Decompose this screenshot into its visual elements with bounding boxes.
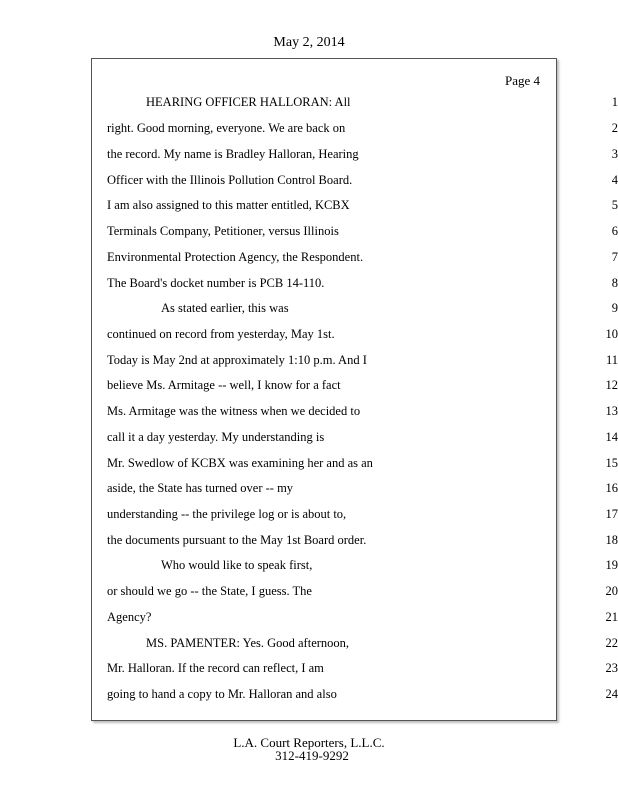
line-number: 19 <box>605 558 618 572</box>
transcript-line: call it a day yesterday. My understanding is <box>107 430 325 444</box>
transcript-line: continued on record from yesterday, May 1st. <box>107 327 335 341</box>
transcript-line: Officer with the Illinois Pollution Control Board. <box>107 173 353 187</box>
transcript-line: Agency? <box>107 610 152 624</box>
transcript-line: Today is May 2nd at approximately 1:10 p.m. And I <box>107 353 367 367</box>
transcript-line: Who would like to speak first, <box>161 558 313 572</box>
line-number: 12 <box>605 378 618 392</box>
transcript-line: right. Good morning, everyone. We are back on <box>107 121 346 135</box>
line-number: 5 <box>611 198 618 212</box>
transcript-line: The Board's docket number is PCB 14-110. <box>107 276 325 290</box>
transcript-line: HEARING OFFICER HALLORAN: All <box>146 95 351 109</box>
line-number: 7 <box>611 250 618 264</box>
line-number: 13 <box>605 404 618 418</box>
transcript-line: Mr. Halloran. If the record can reflect, I am <box>107 661 324 675</box>
transcript-line: Environmental Protection Agency, the Respondent. <box>107 250 364 264</box>
line-number: 6 <box>611 224 618 238</box>
line-number: 20 <box>605 584 618 598</box>
transcript-line: Terminals Company, Petitioner, versus Illinois <box>107 224 339 238</box>
transcript-line: I am also assigned to this matter entitled, KCBX <box>107 198 350 212</box>
line-number: 10 <box>605 327 618 341</box>
page-number: Page 4 <box>504 73 540 88</box>
transcript-line: Mr. Swedlow of KCBX was examining her and as an <box>107 456 373 470</box>
transcript-line: the documents pursuant to the May 1st Board order. <box>107 533 367 547</box>
line-number: 4 <box>611 173 618 187</box>
transcript-line: aside, the State has turned over -- my <box>107 481 294 495</box>
line-number: 16 <box>605 481 618 495</box>
line-number: 11 <box>605 353 618 367</box>
line-number: 8 <box>611 276 618 290</box>
footer-phone: 312-419-9292 <box>275 748 349 763</box>
line-number: 24 <box>605 687 618 701</box>
transcript-line: Ms. Armitage was the witness when we decided to <box>107 404 361 418</box>
transcript-line: believe Ms. Armitage -- well, I know for a fact <box>107 378 341 392</box>
line-number: 17 <box>605 507 618 521</box>
line-number: 1 <box>611 95 618 109</box>
transcript-line: the record. My name is Bradley Halloran, Hearing <box>107 147 359 161</box>
transcript-line: going to hand a copy to Mr. Halloran and also <box>107 687 337 701</box>
line-number: 3 <box>611 147 618 161</box>
line-number: 18 <box>605 533 618 547</box>
line-number: 21 <box>605 610 618 624</box>
line-number: 22 <box>605 636 618 650</box>
transcript-line: As stated earlier, this was <box>161 301 289 315</box>
footer-company: L.A. Court Reporters, L.L.C. <box>233 735 385 750</box>
header-date: May 2, 2014 <box>273 35 345 50</box>
line-number: 2 <box>611 121 618 135</box>
line-number: 14 <box>605 430 618 444</box>
transcript-line: understanding -- the privilege log or is about to, <box>107 507 347 521</box>
transcript-line: MS. PAMENTER: Yes. Good afternoon, <box>146 636 350 650</box>
line-number: 15 <box>605 456 618 470</box>
line-number: 9 <box>611 301 618 315</box>
transcript-line: or should we go -- the State, I guess. The <box>107 584 312 598</box>
line-number: 23 <box>605 661 618 675</box>
